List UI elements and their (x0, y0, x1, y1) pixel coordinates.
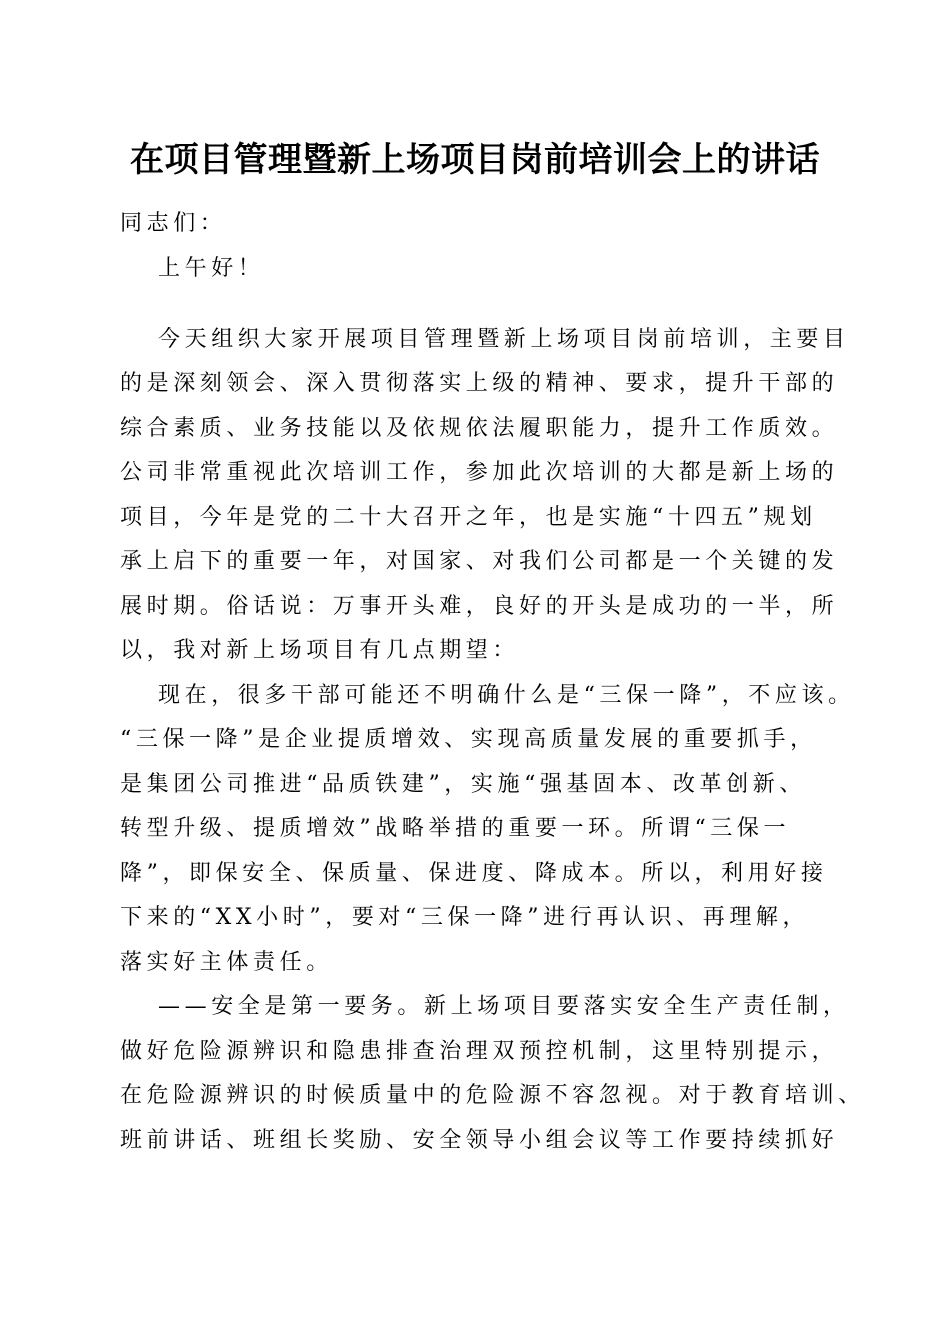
paragraph-line: 降”，即保安全、保质量、保进度、降成本。所以，利用好接 (120, 861, 828, 886)
paragraph-line: ——安全是第一要务。新上场项目要落实安全生产责任制， (158, 994, 850, 1019)
paragraph-line: 综合素质、业务技能以及依规依法履职能力，提升工作质效。 (120, 416, 839, 441)
paragraph-line: 下来的“XX小时”，要对“三保一降”进行再认识、再理解， (120, 905, 810, 930)
paragraph-line: 今天组织大家开展项目管理暨新上场项目岗前培训，主要目 (158, 327, 850, 352)
paragraph-line: 承上启下的重要一年，对国家、对我们公司都是一个关键的发 (120, 549, 839, 574)
paragraph-line: 现在，很多干部可能还不明确什么是“三保一降”，不应该。 (158, 683, 855, 708)
salutation-line: 同志们： (120, 211, 227, 236)
paragraph-line: 是集团公司推进“品质铁建”，实施“强基固本、改革创新、 (120, 772, 806, 797)
paragraph-line: 落实好主体责任。 (120, 950, 333, 975)
paragraph-line: 在危险源辨识的时候质量中的危险源不容忽视。对于教育培训、 (120, 1083, 865, 1108)
document-title: 在项目管理暨新上场项目岗前培训会上的讲话 (130, 140, 820, 180)
paragraph-line: 转型升级、提质增效”战略举措的重要一环。所谓“三保一 (120, 816, 791, 841)
paragraph-line: 展时期。俗话说：万事开头难，良好的开头是成功的一半，所 (120, 594, 839, 619)
paragraph-line: 做好危险源辨识和隐患排查治理双预控机制，这里特别提示， (120, 1039, 839, 1064)
paragraph-line: 以，我对新上场项目有几点期望： (120, 638, 520, 663)
paragraph-line: 的是深刻领会、深入贯彻落实上级的精神、要求，提升干部的 (120, 371, 839, 396)
paragraph-line: “三保一降”是企业提质增效、实现高质量发展的重要抓手， (120, 727, 817, 752)
paragraph-line: 项目，今年是党的二十大召开之年，也是实施“十四五”规划 (120, 505, 817, 530)
paragraph-line: 公司非常重视此次培训工作，参加此次培训的大都是新上场的 (120, 460, 839, 485)
greeting-line: 上午好！ (158, 256, 265, 281)
paragraph-line: 班前讲话、班组长奖励、安全领导小组会议等工作要持续抓好 (120, 1128, 839, 1153)
